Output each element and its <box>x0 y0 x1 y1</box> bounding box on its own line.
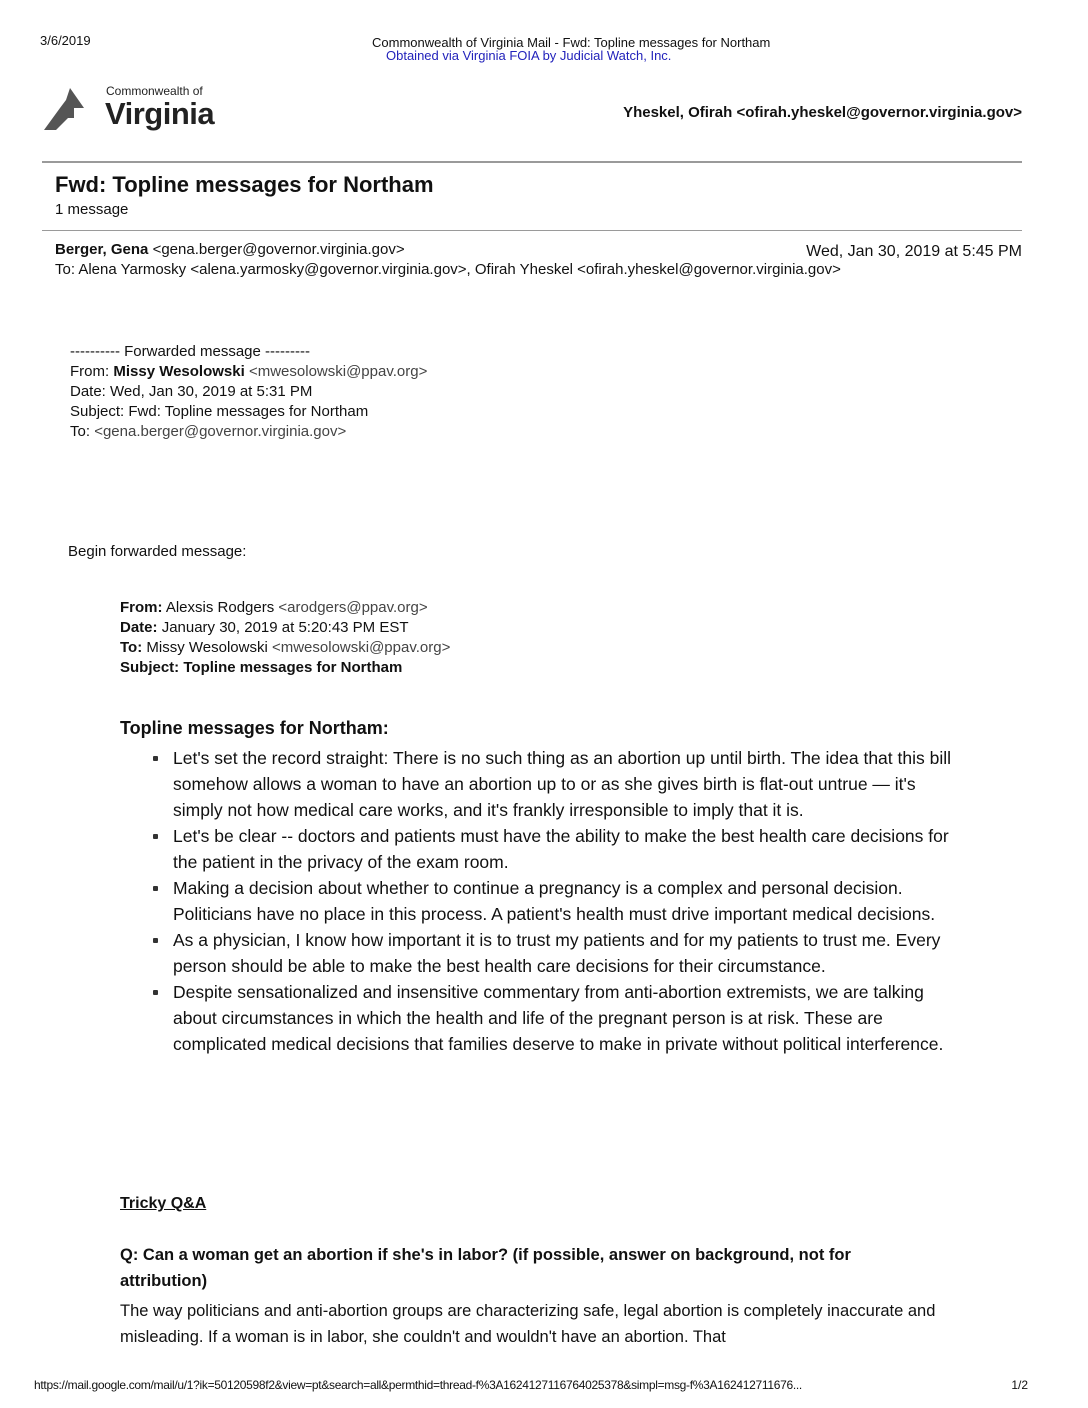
begin-forwarded-label: Begin forwarded message: <box>68 543 247 560</box>
bullet-icon <box>153 756 158 761</box>
fwd2-from: From: Alexsis Rodgers <arodgers@ppav.org> <box>120 599 428 616</box>
fwd2-date: Date: January 30, 2019 at 5:20:43 PM EST <box>120 619 409 636</box>
message-date: Wed, Jan 30, 2019 at 5:45 PM <box>806 243 1022 260</box>
logo-line-2: Virginia <box>105 96 215 131</box>
tricky-qa-heading: Tricky Q&A <box>120 1195 207 1212</box>
bullet-icon <box>153 834 158 839</box>
bullet-item: Making a decision about whether to continue a pregnancy is a complex and personal decision. Politicians have no place in this process. A patient's health must drive important medical decisions. <box>145 875 955 927</box>
cardinal-logo-icon <box>44 86 102 130</box>
message-recipients: To: Alena Yarmosky <alena.yarmosky@governor.virginia.gov>, Ofirah Yheskel <ofirah.yheskel@governor.virginia.gov> <box>55 261 841 278</box>
fwd1-from: From: Missy Wesolowski <mwesolowski@ppav.org> <box>70 363 428 380</box>
page-number: 1/2 <box>1011 1378 1028 1392</box>
virginia-logo <box>44 82 224 142</box>
message-sender <box>55 241 405 258</box>
sender-email: <gena.berger@governor.virginia.gov> <box>152 241 405 258</box>
sender-name: Berger, Gena <box>55 241 149 258</box>
thread-subject: Fwd: Topline messages for Northam <box>55 172 434 197</box>
fwd1-from-email: <mwesolowski@ppav.org> <box>248 363 428 380</box>
message-count: 1 message <box>55 201 129 218</box>
fwd1-to-email: <gena.berger@governor.virginia.gov> <box>94 423 347 440</box>
qa-question: Q: Can a woman get an abortion if she's in labor? (if possible, answer on background, not for attribution) <box>120 1246 851 1290</box>
fwd1-date: Date: Wed, Jan 30, 2019 at 5:31 PM <box>70 383 313 400</box>
print-footer-url: https://mail.google.com/mail/u/1?ik=50120598f2&view=pt&search=all&permthid=thread-f%3A1624127116764025378&simpl=msg-f%3A162412711676... <box>34 1378 802 1392</box>
fwd1-from-name: Missy Wesolowski <box>113 363 245 380</box>
bullet-icon <box>153 886 158 891</box>
bullet-item: Let's set the record straight: There is no such thing as an abortion up until birth. The idea that this bill somehow allows a woman to have an abortion up to or as she gives birth is flat-out untrue — it's simply not how medical care works, and it's frankly irresponsible to imply that it is. <box>145 745 955 823</box>
logo-line-1: Commonwealth of <box>106 84 203 98</box>
thread-divider <box>42 230 1022 231</box>
fwd2-to: To: Missy Wesolowski <mwesolowski@ppav.org> <box>120 639 451 656</box>
print-date: 3/6/2019 <box>40 33 91 48</box>
print-page-title: Commonwealth of Virginia Mail - Fwd: Topline messages for Northam <box>372 35 771 50</box>
fwd2-subject: Subject: Topline messages for Northam <box>120 659 403 676</box>
bullet-item: As a physician, I know how important it is to trust my patients and for my patients to trust me. Every person should be able to make the best health care decisions for their circumstance. <box>145 927 955 979</box>
foia-watermark: Obtained via Virginia FOIA by Judicial Watch, Inc. <box>386 48 672 63</box>
qa-answer: The way politicians and anti-abortion groups are characterizing safe, legal abortion is completely inaccurate and misleading. If a woman is in labor, she couldn't and wouldn't have an abortion. That <box>120 1302 936 1346</box>
fwd1-to: To: <gena.berger@governor.virginia.gov> <box>70 423 347 440</box>
account-identity: Yheskel, Ofirah <ofirah.yheskel@governor.virginia.gov> <box>623 104 1022 121</box>
bullet-item: Let's be clear -- doctors and patients must have the ability to make the best health care decisions for the patient in the privacy of the exam room. <box>145 823 955 875</box>
forwarded-header-2 <box>120 598 450 678</box>
header-divider <box>42 161 1022 163</box>
topline-bullet-list <box>145 745 955 1057</box>
forwarded-header-1 <box>70 342 427 442</box>
bullet-item: Despite sensationalized and insensitive commentary from anti-abortion extremists, we are talking about circumstances in which the health and life of the pregnant person is at risk. These are complicated medical decisions that families deserve to make in private without political interference. <box>145 979 955 1057</box>
bullet-icon <box>153 938 158 943</box>
topline-heading: Topline messages for Northam: <box>120 718 389 738</box>
fwd1-subject: Subject: Fwd: Topline messages for Northam <box>70 403 369 420</box>
bullet-icon <box>153 990 158 995</box>
forwarded-banner: ---------- Forwarded message --------- <box>70 343 310 360</box>
